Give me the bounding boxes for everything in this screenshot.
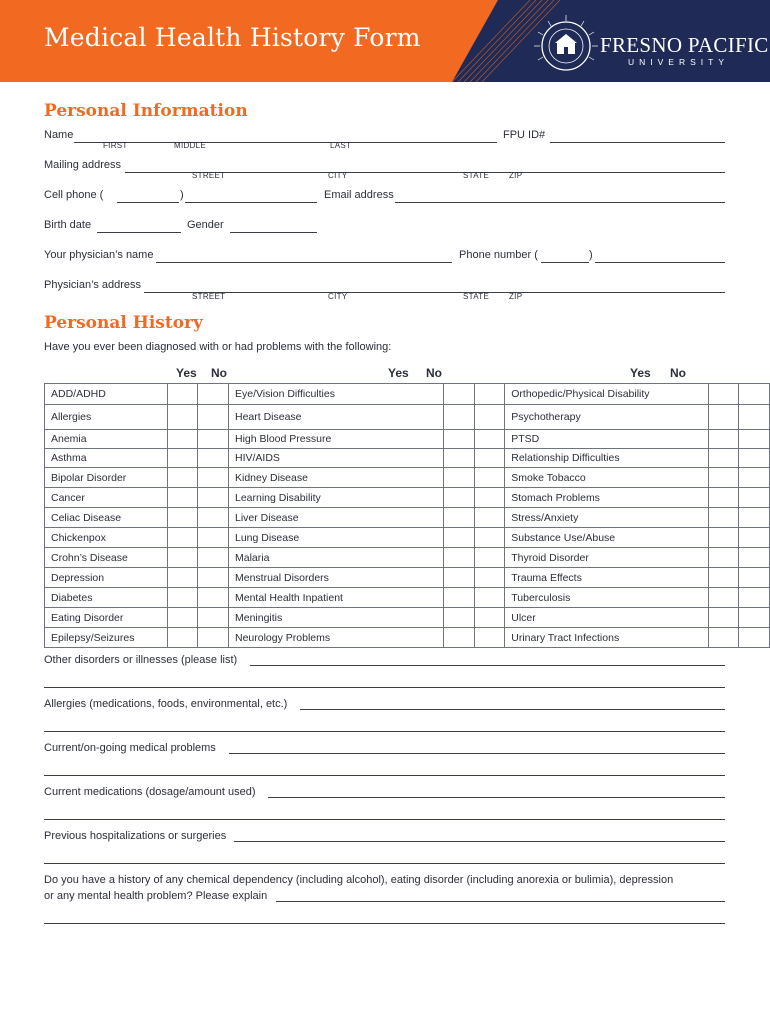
name-sub-first: FIRST [103,141,128,150]
condition-label: Depression [45,568,168,588]
checkbox-yes[interactable] [167,568,198,588]
checkbox-yes[interactable] [708,508,739,528]
condition-label: Asthma [45,449,168,468]
condition-label: Anemia [45,430,168,449]
checkbox-yes[interactable] [167,488,198,508]
condition-label: Relationship Difficulties [505,449,708,468]
checkbox-yes[interactable] [708,449,739,468]
table-row [45,568,770,588]
physician-sub-street: STREET [192,292,226,301]
checkbox-no[interactable] [198,468,229,488]
checkbox-yes[interactable] [443,548,474,568]
condition-label: Stomach Problems [505,488,708,508]
table-row [45,449,770,468]
checkbox-yes[interactable] [167,405,198,430]
condition-label: Eye/Vision Difficulties [228,384,443,405]
email-label: Email address [324,189,394,201]
checkbox-yes[interactable] [443,528,474,548]
checkbox-no[interactable] [739,588,770,608]
condition-label: PTSD [505,430,708,449]
checkbox-yes[interactable] [167,608,198,628]
checkbox-yes[interactable] [167,449,198,468]
checkbox-no[interactable] [474,548,505,568]
condition-label: Ulcer [505,608,708,628]
history-question-line2: or any mental health problem? Please explain [44,890,268,902]
physician-sub-city: CITY [328,292,348,301]
condition-label: Menstrual Disorders [228,568,443,588]
checkbox-no[interactable] [739,528,770,548]
checkbox-yes[interactable] [443,508,474,528]
checkbox-no[interactable] [474,628,505,648]
table-row [45,405,770,430]
fpu-id-label: FPU ID# [503,129,546,141]
table-row [45,384,770,405]
medications-field-2[interactable] [44,819,725,820]
checkbox-no[interactable] [474,430,505,449]
yes-header-col3: Yes [630,366,651,380]
condition-label: Substance Use/Abuse [505,528,708,548]
personal-information-heading: Personal Information [44,101,248,121]
condition-label: Trauma Effects [505,568,708,588]
other-disorders-field-2[interactable] [44,687,725,688]
checkbox-no[interactable] [474,568,505,588]
checkbox-yes[interactable] [708,548,739,568]
cell-phone-label: Cell phone ( [44,189,104,201]
checkbox-yes[interactable] [708,588,739,608]
name-sub-last: LAST [330,141,352,150]
checkbox-no[interactable] [198,628,229,648]
physician-sub-state: STATE [463,292,490,301]
checkbox-no[interactable] [198,548,229,568]
current-problems-field[interactable] [229,753,725,754]
condition-label: Diabetes [45,588,168,608]
checkbox-no[interactable] [474,508,505,528]
checkbox-no[interactable] [739,430,770,449]
condition-label: Psychotherapy [505,405,708,430]
no-header-col2: No [426,366,442,380]
checkbox-no[interactable] [198,568,229,588]
checkbox-yes[interactable] [708,430,739,449]
checkbox-no[interactable] [739,628,770,648]
checkbox-no[interactable] [739,488,770,508]
condition-label: Kidney Disease [228,468,443,488]
table-row [45,468,770,488]
checkbox-no[interactable] [739,384,770,405]
condition-label: Crohn’s Disease [45,548,168,568]
checkbox-yes[interactable] [708,468,739,488]
table-row [45,430,770,449]
gender-label: Gender [187,219,224,231]
checkbox-yes[interactable] [167,528,198,548]
checkbox-yes[interactable] [167,628,198,648]
condition-label: Heart Disease [228,405,443,430]
condition-label: Chickenpox [45,528,168,548]
condition-label: Allergies [45,405,168,430]
physician-address-field[interactable] [144,292,725,293]
physician-address-label: Physician’s address [44,279,142,291]
no-header-col3: No [670,366,686,380]
table-row [45,508,770,528]
birth-date-label: Birth date [44,219,92,231]
condition-label: High Blood Pressure [228,430,443,449]
table-row [45,628,770,648]
condition-label: Orthopedic/Physical Disability [505,384,708,405]
university-logo-sub: UNIVERSITY [628,57,730,67]
physician-phone-field[interactable] [595,262,725,263]
checkbox-yes[interactable] [708,488,739,508]
allergies-field-2[interactable] [44,731,725,732]
table-row [45,488,770,508]
checkbox-no[interactable] [198,430,229,449]
checkbox-no[interactable] [198,588,229,608]
condition-label: Stress/Anxiety [505,508,708,528]
checkbox-no[interactable] [739,508,770,528]
university-seal-icon [530,12,602,74]
checkbox-yes[interactable] [443,488,474,508]
history-explain-field[interactable] [276,901,725,902]
table-row [45,608,770,628]
condition-label: Malaria [228,548,443,568]
condition-label: Neurology Problems [228,628,443,648]
mailing-sub-state: STATE [463,171,490,180]
condition-label: Bipolar Disorder [45,468,168,488]
condition-label: ADD/ADHD [45,384,168,405]
checkbox-yes[interactable] [708,628,739,648]
condition-label: Celiac Disease [45,508,168,528]
checkbox-yes[interactable] [443,384,474,405]
mailing-sub-zip: ZIP [509,171,523,180]
no-header-col1: No [211,366,227,380]
checkbox-no[interactable] [198,384,229,405]
phone-close-paren: ) [589,249,593,261]
cell-area-code-field[interactable] [117,202,179,203]
checkbox-no[interactable] [474,449,505,468]
yes-header-col1: Yes [176,366,197,380]
checkbox-no[interactable] [739,548,770,568]
condition-label: HIV/AIDS [228,449,443,468]
university-logo-name: FRESNO PACIFIC [600,33,769,57]
condition-label: Mental Health Inpatient [228,588,443,608]
history-question-line1: Do you have a history of any chemical dependency (including alcohol), eating disorder (including anorexia or bulimia), depression [44,874,674,886]
history-table [44,383,770,648]
personal-history-heading: Personal History [44,313,203,333]
checkbox-no[interactable] [474,405,505,430]
allergies-field[interactable] [300,709,725,710]
checkbox-yes[interactable] [443,430,474,449]
condition-label: Thyroid Disorder [505,548,708,568]
other-disorders-label: Other disorders or illnesses (please list) [44,654,238,666]
mailing-sub-street: STREET [192,171,226,180]
email-field[interactable] [395,202,725,203]
checkbox-yes[interactable] [443,608,474,628]
condition-label: Urinary Tract Infections [505,628,708,648]
checkbox-no[interactable] [739,449,770,468]
physician-area-code-field[interactable] [541,262,589,263]
form-title: Medical Health History Form [44,23,421,52]
checkbox-no[interactable] [474,488,505,508]
checkbox-no[interactable] [739,405,770,430]
name-field[interactable] [74,142,497,143]
checkbox-yes[interactable] [443,405,474,430]
condition-label: Tuberculosis [505,588,708,608]
checkbox-yes[interactable] [708,528,739,548]
hospitalizations-field-2[interactable] [44,863,725,864]
checkbox-yes[interactable] [167,430,198,449]
current-problems-label: Current/on-going medical problems [44,742,216,754]
checkbox-no[interactable] [198,449,229,468]
current-problems-field-2[interactable] [44,775,725,776]
condition-label: Learning Disability [228,488,443,508]
checkbox-yes[interactable] [708,608,739,628]
condition-label: Cancer [45,488,168,508]
checkbox-yes[interactable] [167,508,198,528]
checkbox-no[interactable] [198,488,229,508]
checkbox-yes[interactable] [708,384,739,405]
checkbox-no[interactable] [198,528,229,548]
birth-date-field[interactable] [97,232,181,233]
history-explain-field-2[interactable] [44,923,725,924]
physician-name-field[interactable] [156,262,452,263]
checkbox-no[interactable] [474,608,505,628]
phone-number-label: Phone number ( [459,249,538,261]
yes-header-col2: Yes [388,366,409,380]
checkbox-yes[interactable] [443,468,474,488]
condition-label: Epilepsy/Seizures [45,628,168,648]
checkbox-yes[interactable] [167,384,198,405]
cell-phone-close-paren: ) [180,189,184,201]
checkbox-yes[interactable] [708,568,739,588]
checkbox-yes[interactable] [443,588,474,608]
table-row [45,548,770,568]
name-label: Name [44,129,74,141]
checkbox-no[interactable] [198,608,229,628]
allergies-label: Allergies (medications, foods, environmental, etc.) [44,698,288,710]
fpu-id-field[interactable] [550,142,725,143]
checkbox-no[interactable] [474,528,505,548]
medications-field[interactable] [268,797,725,798]
condition-label: Smoke Tobacco [505,468,708,488]
table-row [45,528,770,548]
table-row [45,588,770,608]
checkbox-no[interactable] [474,588,505,608]
checkbox-yes[interactable] [167,588,198,608]
condition-label: Meningitis [228,608,443,628]
medications-label: Current medications (dosage/amount used) [44,786,256,798]
checkbox-yes[interactable] [443,449,474,468]
cell-phone-field[interactable] [185,202,317,203]
condition-label: Liver Disease [228,508,443,528]
checkbox-yes[interactable] [708,405,739,430]
personal-history-intro: Have you ever been diagnosed with or had problems with the following: [44,341,392,353]
hospitalizations-label: Previous hospitalizations or surgeries [44,830,227,842]
checkbox-no[interactable] [198,508,229,528]
other-disorders-field[interactable] [250,665,725,666]
checkbox-no[interactable] [474,384,505,405]
checkbox-no[interactable] [739,568,770,588]
checkbox-yes[interactable] [167,468,198,488]
physician-sub-zip: ZIP [509,292,523,301]
checkbox-no[interactable] [739,468,770,488]
condition-label: Lung Disease [228,528,443,548]
mailing-address-label: Mailing address [44,159,122,171]
physician-name-label: Your physician’s name [44,249,154,261]
checkbox-yes[interactable] [443,568,474,588]
checkbox-no[interactable] [739,608,770,628]
hospitalizations-field[interactable] [234,841,725,842]
checkbox-no[interactable] [474,468,505,488]
name-sub-middle: MIDDLE [174,141,207,150]
checkbox-yes[interactable] [167,548,198,568]
condition-label: Eating Disorder [45,608,168,628]
checkbox-yes[interactable] [443,628,474,648]
mailing-sub-city: CITY [328,171,348,180]
checkbox-no[interactable] [198,405,229,430]
gender-field[interactable] [230,232,317,233]
